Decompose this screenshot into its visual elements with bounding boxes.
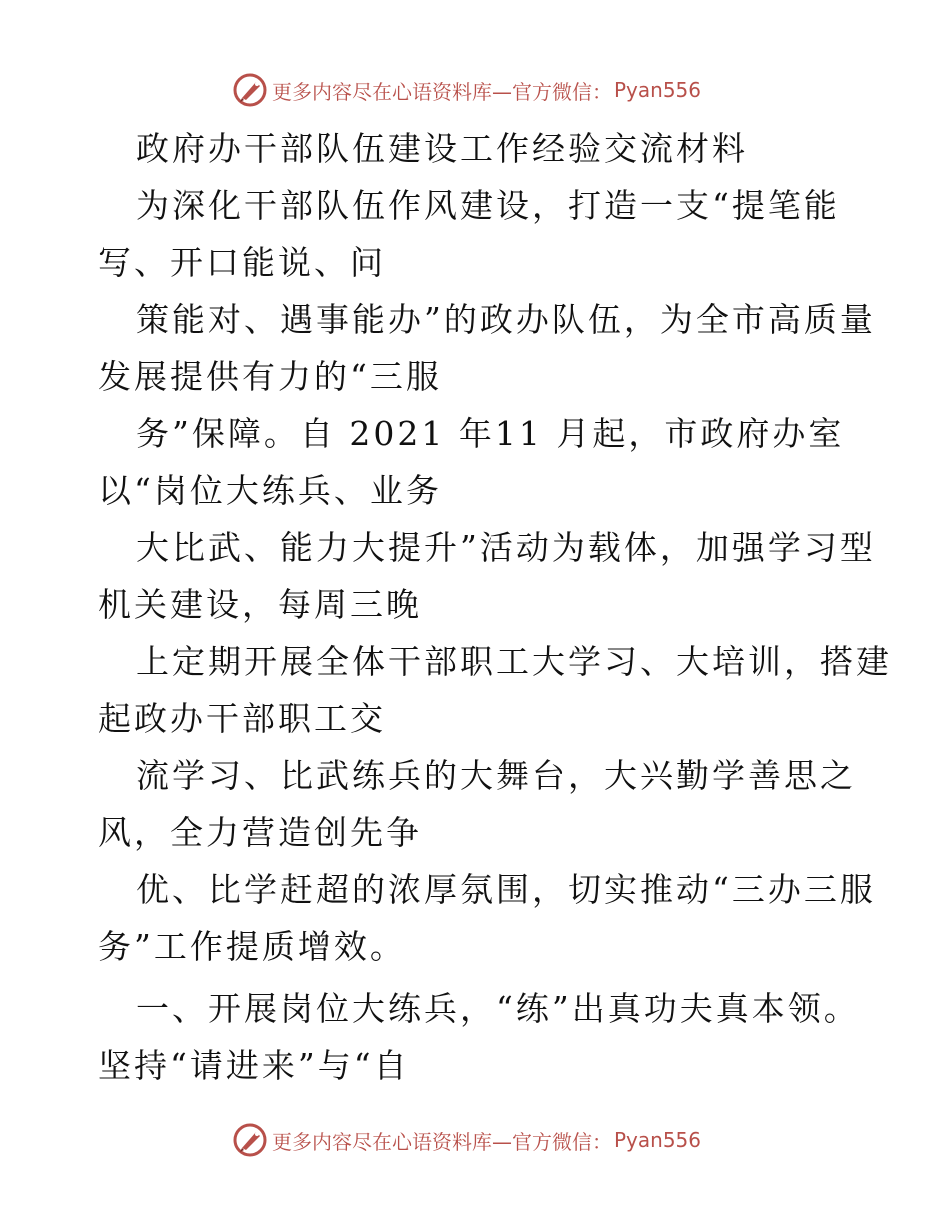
watermark-text: 更多内容尽在心语资料库—官方微信： (272, 1129, 612, 1154)
body-line: 以“岗位大练兵、业务 (98, 471, 442, 510)
body-line: 务”工作提质增效。 (98, 927, 406, 966)
body-line: 策能对、遇事能办”的政办队伍，为全市高质量 (136, 300, 876, 339)
watermark-handle: Pyan556 (614, 1128, 702, 1152)
body-line: 流学习、比武练兵的大舞台，大兴勤学善思之 (136, 756, 856, 795)
watermark-header (232, 70, 701, 110)
body-line: 上定期开展全体干部职工大学习、大培训，搭建 (136, 642, 892, 681)
body-line: 务”保障。自 2021 年11 月起，市政府办室 (136, 414, 845, 453)
body-line: 为深化干部队伍作风建设，打造一支“提笔能 (136, 186, 840, 225)
body-line: 坚持“请进来”与“自 (98, 1046, 410, 1085)
body-line: 起政办干部职工交 (98, 699, 386, 738)
section-heading: 一、开展岗位大练兵，“练”出真功夫真本领。 (136, 989, 860, 1028)
body-line: 优、比学赶超的浓厚氛围，切实推动“三办三服 (136, 870, 876, 909)
pen-logo-icon (232, 72, 268, 108)
watermark-handle: Pyan556 (614, 78, 702, 102)
document-title: 政府办干部队伍建设工作经验交流材料 (136, 129, 748, 168)
body-line: 风，全力营造创先争 (98, 813, 422, 852)
body-line: 机关建设，每周三晚 (98, 585, 422, 624)
watermark-footer (232, 1120, 701, 1160)
watermark-text: 更多内容尽在心语资料库—官方微信： (272, 79, 612, 104)
body-line: 大比武、能力大提升”活动为载体，加强学习型 (136, 528, 876, 567)
pen-logo-icon (232, 1122, 268, 1158)
body-line: 写、开口能说、问 (98, 243, 386, 282)
body-line: 发展提供有力的“三服 (98, 357, 442, 396)
